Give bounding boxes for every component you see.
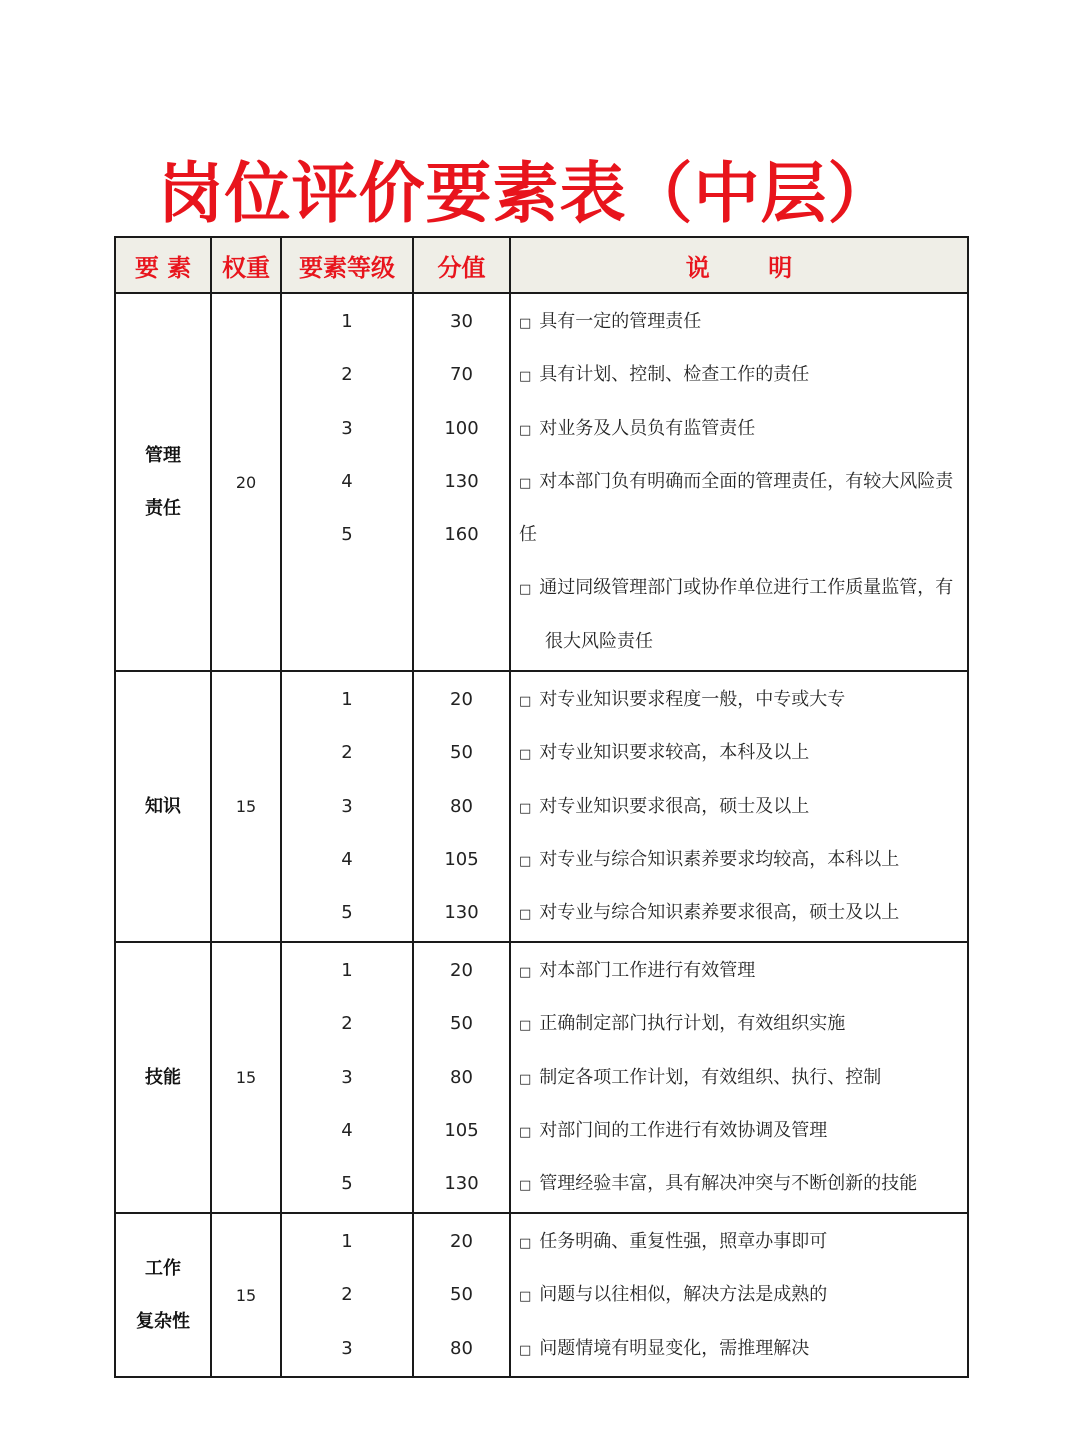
- description-text: 对专业与综合知识素养要求很高，硕士及以上: [539, 902, 900, 924]
- factor-cell: [115, 671, 211, 942]
- factor-label: 复杂性: [136, 1311, 190, 1332]
- weight-cell: [211, 293, 281, 671]
- level-value: 3: [341, 795, 353, 817]
- factor-label: 工作: [145, 1258, 181, 1279]
- description-text: 对专业知识要求程度一般，中专或大专: [539, 689, 846, 710]
- weight-cell: [211, 942, 281, 1213]
- factor-label: 技能: [145, 1067, 181, 1088]
- description-text: 问题与以往相似，解决方法是成熟的: [539, 1284, 828, 1306]
- weight-value: 15: [235, 797, 257, 816]
- score-value: 50: [450, 742, 473, 764]
- level-cell: [281, 942, 413, 1213]
- factor-cell: [115, 293, 211, 671]
- level-value: 3: [341, 1337, 353, 1359]
- description-line: [511, 1215, 967, 1268]
- description-line: [511, 455, 967, 508]
- level-value: 5: [341, 524, 353, 546]
- header-factor: 要 素: [115, 237, 211, 293]
- score-value: 80: [450, 1337, 473, 1359]
- checkbox-icon: □: [519, 1071, 532, 1087]
- level-value: 2: [341, 364, 353, 386]
- weight-cell: [211, 671, 281, 942]
- level-value: 5: [341, 1173, 353, 1195]
- description-line: [511, 780, 967, 833]
- checkbox-icon: □: [519, 800, 532, 816]
- description-line: [511, 673, 967, 726]
- description-cell: [510, 671, 968, 942]
- weight-value: 20: [235, 472, 257, 492]
- description-text: 管理经验丰富，具有解决冲突与不断创新的技能: [539, 1173, 918, 1195]
- table-section-row: [115, 671, 968, 942]
- score-value: 160: [444, 524, 479, 546]
- checkbox-icon: □: [519, 965, 532, 980]
- description-line: [511, 348, 967, 401]
- description-text: 对部门间的工作进行有效协调及管理: [539, 1119, 828, 1141]
- description-line: [511, 508, 967, 561]
- checkbox-icon: □: [519, 1236, 532, 1251]
- level-cell: [281, 1213, 413, 1377]
- checkbox-icon: □: [519, 422, 532, 438]
- score-cell: [413, 671, 510, 942]
- score-value: 20: [450, 689, 473, 710]
- factor-label: 知识: [145, 796, 181, 817]
- level-value: 3: [341, 1066, 353, 1088]
- score-value: 80: [450, 1066, 473, 1088]
- factor-label: 管理: [145, 445, 181, 466]
- table-section-row: [115, 293, 968, 671]
- score-value: 50: [450, 1013, 473, 1035]
- description-line: [511, 726, 967, 779]
- description-line: [511, 944, 967, 997]
- description-text: 很大风险责任: [545, 630, 653, 652]
- weight-cell: [211, 1213, 281, 1377]
- description-text: 对业务及人员负有监管责任: [539, 417, 756, 439]
- description-text: 通过同级管理部门或协作单位进行工作质量监管，有: [539, 577, 954, 599]
- description-line: [511, 1157, 967, 1210]
- factor-cell: [115, 942, 211, 1213]
- score-value: 105: [444, 1119, 479, 1141]
- score-cell: [413, 942, 510, 1213]
- level-cell: [281, 671, 413, 942]
- score-value: 130: [444, 902, 479, 924]
- header-description: 说 明: [510, 237, 968, 293]
- description-text: 任: [519, 524, 537, 546]
- score-cell: [413, 1213, 510, 1377]
- checkbox-icon: □: [519, 1342, 532, 1358]
- description-line: [511, 1051, 967, 1104]
- score-value: 20: [450, 960, 473, 981]
- checkbox-icon: □: [519, 1124, 532, 1140]
- checkbox-icon: □: [519, 1018, 532, 1034]
- description-text: 任务明确、重复性强，照章办事即可: [539, 1231, 828, 1252]
- level-value: 2: [341, 742, 353, 764]
- description-line: [511, 1322, 967, 1375]
- score-value: 80: [450, 795, 473, 817]
- checkbox-icon: □: [519, 853, 532, 869]
- table-section-row: [115, 942, 968, 1213]
- checkbox-icon: □: [519, 747, 532, 763]
- checkbox-icon: □: [519, 316, 532, 331]
- description-cell: [510, 942, 968, 1213]
- weight-value: 15: [235, 1068, 257, 1087]
- level-value: 1: [341, 311, 353, 332]
- level-value: 4: [341, 1119, 353, 1141]
- header-score: 分值: [413, 237, 510, 293]
- checkbox-icon: □: [519, 475, 532, 491]
- header-weight: 权重: [211, 237, 281, 293]
- level-value: 3: [341, 417, 353, 439]
- page-title: 岗位评价要素表（中层）: [157, 155, 895, 232]
- weight-value: 15: [235, 1285, 257, 1305]
- checkbox-icon: □: [519, 1178, 532, 1194]
- score-cell: [413, 293, 510, 671]
- level-cell: [281, 293, 413, 671]
- description-text: 制定各项工作计划，有效组织、执行、控制: [539, 1066, 882, 1088]
- description-cell: [510, 293, 968, 671]
- checkbox-icon: □: [519, 1289, 532, 1305]
- level-value: 5: [341, 902, 353, 924]
- description-line: [511, 295, 967, 348]
- description-cell: [510, 1213, 968, 1377]
- level-value: 1: [341, 960, 353, 981]
- description-line: [511, 886, 967, 939]
- table-header-row: [115, 237, 968, 293]
- level-value: 4: [341, 470, 353, 492]
- description-text: 具有计划、控制、检查工作的责任: [539, 364, 810, 386]
- level-value: 2: [341, 1284, 353, 1306]
- score-value: 50: [450, 1284, 473, 1306]
- level-value: 2: [341, 1013, 353, 1035]
- checkbox-icon: □: [519, 582, 532, 598]
- factor-label: 责任: [145, 498, 181, 519]
- table-section-row: [115, 1213, 968, 1377]
- level-value: 1: [341, 689, 353, 710]
- score-value: 70: [450, 364, 473, 386]
- description-line: [511, 1268, 967, 1321]
- description-line: [511, 561, 967, 614]
- description-line: [511, 402, 967, 455]
- level-value: 1: [341, 1231, 353, 1252]
- checkbox-icon: □: [519, 907, 532, 923]
- description-text: 问题情境有明显变化，需推理解决: [539, 1337, 810, 1359]
- score-value: 100: [444, 417, 479, 439]
- description-text: 对专业知识要求很高，硕士及以上: [539, 795, 810, 817]
- level-value: 4: [341, 848, 353, 870]
- description-text: 对本部门负有明确而全面的管理责任，有较大风险责: [539, 470, 954, 492]
- evaluation-table: [114, 236, 969, 1378]
- description-line: [511, 833, 967, 886]
- header-level: 要素等级: [281, 237, 413, 293]
- checkbox-icon: □: [519, 369, 532, 385]
- description-text: 正确制定部门执行计划，有效组织实施: [539, 1013, 846, 1035]
- score-value: 130: [444, 470, 479, 492]
- factor-cell: [115, 1213, 211, 1377]
- score-value: 20: [450, 1231, 473, 1252]
- score-value: 30: [450, 311, 473, 332]
- description-text: 对专业与综合知识素养要求均较高，本科以上: [539, 848, 900, 870]
- score-value: 130: [444, 1173, 479, 1195]
- description-line: [511, 1104, 967, 1157]
- description-text: 对本部门工作进行有效管理: [539, 960, 756, 981]
- description-text: 具有一定的管理责任: [539, 311, 702, 332]
- description-text: 对专业知识要求较高，本科及以上: [539, 742, 810, 764]
- score-value: 105: [444, 848, 479, 870]
- description-line: [511, 997, 967, 1050]
- checkbox-icon: □: [519, 694, 532, 709]
- description-line: [511, 615, 967, 668]
